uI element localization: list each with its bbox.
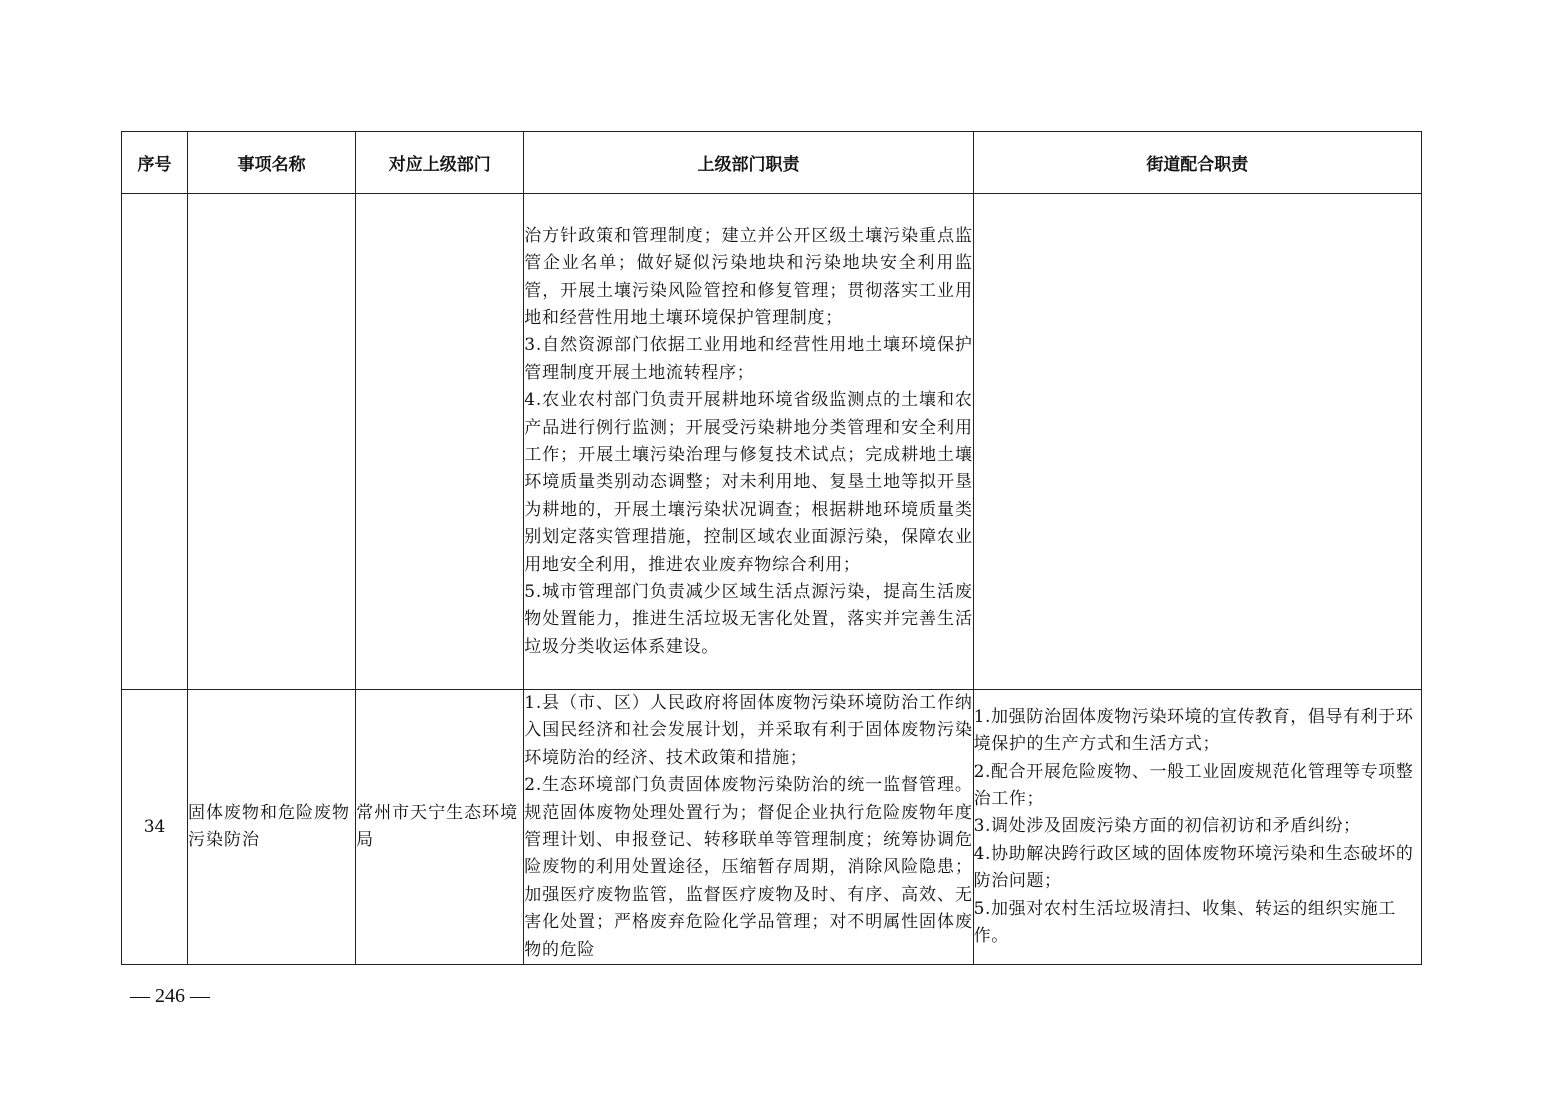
duty-paragraph: 4.农业农村部门负责开展耕地环境省级监测点的土壤和农产品进行例行监测；开展受污染耕地分类管理和安全利用工作；开展土壤污染治理与修复技术试点；完成耕地土壤环境质量类别动态调整；对未利用地、复垦土地等拟开垦为耕地的，开展土壤污染状况调查；根据耕地环境质量类别划定落实管理措施，控制区域农业面源污染，保障农业用地安全利用，推进农业废弃物综合利用；: [524, 390, 973, 575]
street-duties-cell: [973, 194, 1421, 690]
header-dept: 对应上级部门: [356, 132, 524, 194]
dept-duties-cell: [524, 690, 973, 965]
duty-paragraph: 1.县（市、区）人民政府将固体废物污染环境防治工作纳入国民经济和社会发展计划，并采取有利于固体废物污染环境防治的经济、技术政策和措施；: [524, 693, 973, 768]
responsibility-table: [121, 131, 1422, 965]
street-duties-cell: [973, 690, 1421, 965]
coop-paragraph: 3.调处涉及固废污染方面的初信初访和矛盾纠纷；: [973, 816, 1361, 837]
dept-cell: 常州市天宁生态环境局: [356, 690, 524, 965]
page-number: — 246 —: [130, 985, 210, 1007]
item-name-cell: 固体废物和危险废物污染防治: [188, 690, 356, 965]
coop-paragraph: 1.加强防治固体废物污染环境的宣传教育，倡导有利于环境保护的生产方式和生活方式；: [973, 706, 1414, 755]
seq-cell: 34: [122, 690, 188, 965]
duty-paragraph: 5.城市管理部门负责减少区域生活点源污染，提高生活废物处置能力，推进生活垃圾无害化处置，落实并完善生活垃圾分类收运体系建设。: [524, 582, 973, 657]
dept-duties-cell: [524, 194, 973, 690]
coop-paragraph: 2.配合开展危险废物、一般工业固废规范化管理等专项整治工作；: [973, 761, 1414, 809]
coop-paragraph: 5.加强对农村生活垃圾清扫、收集、转运的组织实施工作。: [973, 898, 1396, 946]
header-seq: 序号: [122, 132, 188, 194]
dept-cell: [356, 194, 524, 690]
item-name-cell: [188, 194, 356, 690]
duty-paragraph: 3.自然资源部门依据工业用地和经营性用地土壤环境保护管理制度开展土地流转程序；: [524, 335, 973, 383]
header-dept-duties: 上级部门职责: [524, 132, 973, 194]
header-item-name: 事项名称: [188, 132, 356, 194]
duty-paragraph: 治方针政策和管理制度；建立并公开区级土壤污染重点监管企业名单；做好疑似污染地块和污染地块安全利用监管，开展土壤污染风险管控和修复管理；贯彻落实工业用地和经营性用地土壤环境保护管理制度；: [524, 225, 973, 328]
table-row: [122, 194, 1422, 690]
coop-paragraph: 4.协助解决跨行政区域的固体废物环境污染和生态破坏的防治问题；: [973, 843, 1414, 892]
header-street-duties: 街道配合职责: [973, 132, 1421, 194]
duty-paragraph: 2.生态环境部门负责固体废物污染防治的统一监督管理。规范固体废物处理处置行为；督促企业执行危险废物年度管理计划、申报登记、转移联单等管理制度；统筹协调危险废物的利用处置途径，压缩暂存周期，消除风险隐患；加强医疗废物监管，监督医疗废物及时、有序、高效、无害化处置；严格废弃危险化学品管理；对不明属性固体废物的危险: [524, 775, 973, 960]
seq-cell: [122, 194, 188, 690]
table-row: [122, 690, 1422, 965]
table-header-row: [122, 132, 1422, 194]
